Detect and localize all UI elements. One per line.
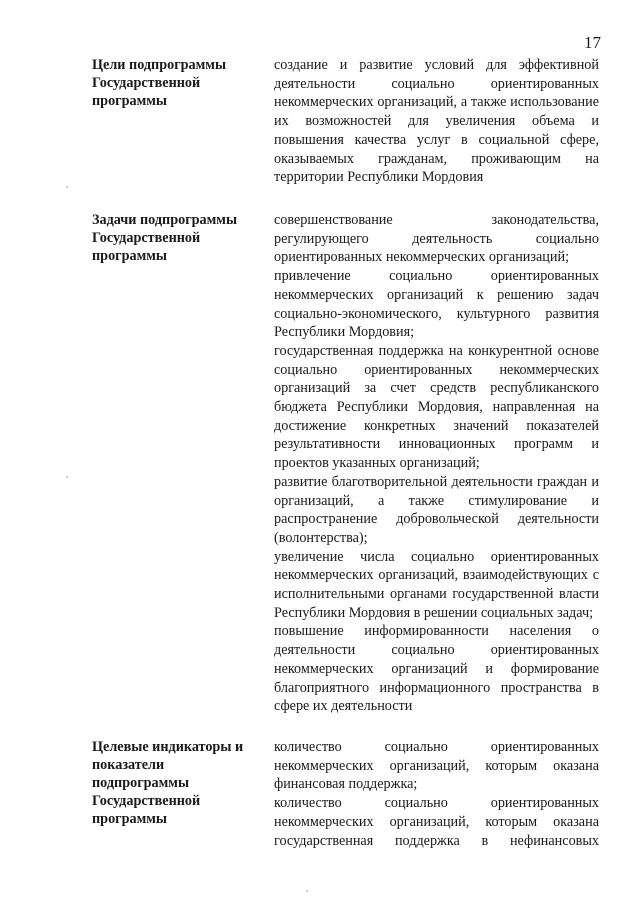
page-number: 17 — [584, 33, 601, 52]
task-paragraph-1: совершенствование законодательства, регулирующего деятельность социально ориентированных некоммерческих организаций; — [274, 212, 599, 266]
indicator-paragraph-1: количество социально ориентированных некоммерческих организаций, которым оказана финансовая поддержка; — [274, 739, 599, 793]
row-content-goals — [274, 56, 599, 187]
row-label-goals: Цели подпрограммы Государственной программы — [92, 57, 227, 109]
row-content-indicators — [274, 738, 599, 850]
scan-speck — [66, 476, 68, 478]
indicator-paragraph-2: количество социально ориентированных некоммерческих организаций, которым оказана государственная поддержка в нефинансовых — [274, 795, 599, 849]
task-paragraph-3: государственная поддержка на конкурентной основе социально ориентированных некоммерческих организаций за счет средств республиканского бюджета Республики Мордовия, направленная на достижение конкретных значений показателей результативности инновационных программ и проектов указанных организаций; — [274, 342, 599, 472]
row-label-indicators: Целевые индикаторы и показатели подпрограммы Государственной программы — [92, 739, 244, 827]
task-paragraph-4: развитие благотворительной деятельности граждан и организаций, а также стимулирование и распространение добровольческой деятельности (волонтерства); — [274, 473, 599, 546]
scan-speck — [66, 186, 68, 188]
goal-paragraph: создание и развитие условий для эффективной деятельности социально ориентированных некоммерческих организаций, а также использование их возможностей для увеличения объема и повышения качества услуг в социальной сфере, оказываемых гражданам, проживающим на территории Республики Мордовия — [274, 57, 599, 186]
row-content-tasks — [274, 211, 599, 716]
task-paragraph-6: повышение информированности населения о деятельности социально ориентированных некоммерческих организаций и формирование благоприятного информационного пространства в сфере их деятельности — [274, 623, 599, 715]
task-paragraph-2: привлечение социально ориентированных некоммерческих организаций к решению задач социально-экономического, культурного развития Республики Мордовия; — [274, 268, 599, 341]
scan-speck — [306, 890, 308, 892]
row-label-tasks: Задачи подпрограммы Государственной программы — [92, 212, 238, 264]
task-paragraph-5: увеличение числа социально ориентированных некоммерческих организаций, взаимодействующих с исполнительными органами государственной власти Республики Мордовия в решении социальных задач; — [274, 548, 599, 621]
